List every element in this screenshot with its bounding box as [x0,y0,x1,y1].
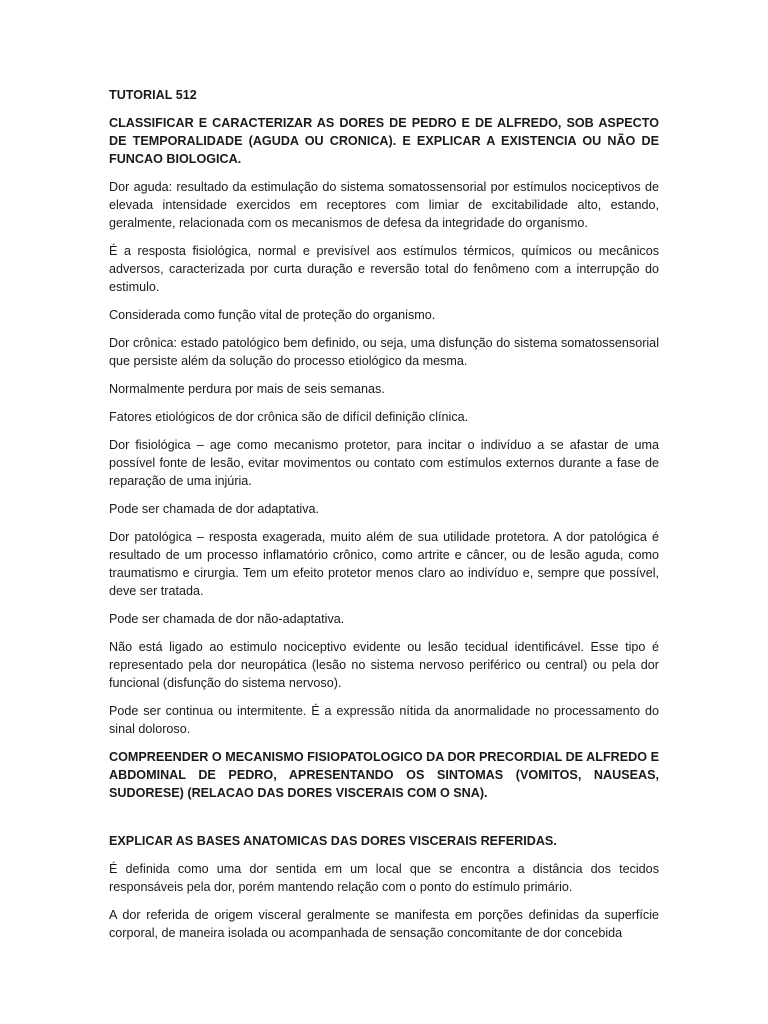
section-heading-explicar: EXPLICAR AS BASES ANATOMICAS DAS DORES VISCERAIS REFERIDAS. [109,834,557,848]
paragraph-fatores-etiologicos: Fatores etiológicos de dor crônica são de difícil definição clínica. [109,410,469,424]
section-heading-compreender: COMPREENDER O MECANISMO FISIOPATOLOGICO DA DOR PRECORDIAL DE ALFREDO E ABDOMINAL DE PEDRO, APRESENTANDO OS SINTOMAS (VOMITOS, NAUSEAS, SUDORESE) (RELACAO DAS DORES VISCERAIS COM O SNA). [109,750,659,800]
paragraph-definida: É definida como uma dor sentida em um local que se encontra a distância dos tecidos responsáveis pela dor, porém mantendo relação com o ponto do estímulo primário. [109,862,659,894]
paragraph-funcao-vital: Considerada como função vital de proteção do organismo. [109,308,436,322]
section-heading-classificar: CLASSIFICAR E CARACTERIZAR AS DORES DE PEDRO E DE ALFREDO, SOB ASPECTO DE TEMPORALIDADE (AGUDA OU CRONICA). E EXPLICAR A EXISTENCIA OU NÃO DE FUNCAO BIOLOGICA. [109,116,659,166]
paragraph-dor-patologica: Dor patológica – resposta exagerada, muito além de sua utilidade protetora. A dor patológica é resultado de um processo inflamatório crônico, como artrite e câncer, ou de lesão aguda, como traumatismo e cirurgia. Tem um efeito protetor menos claro ao indivíduo e, sempre que possível, deve ser tratada. [109,530,659,598]
paragraph-dor-aguda: Dor aguda: resultado da estimulação do sistema somatossensorial por estímulos nociceptivos de elevada intensidade exercidos em receptores com limiar de excitabilidade alto, estando, geralmente, relacionada com os mecanismos de defesa da integridade do organismo. [109,180,659,230]
paragraph-dor-adaptativa: Pode ser chamada de dor adaptativa. [109,502,320,516]
paragraph-dor-cronica: Dor crônica: estado patológico bem definido, ou seja, uma disfunção do sistema somatossensorial que persiste além da solução do processo etiológico da mesma. [109,336,659,368]
paragraph-dor-referida: A dor referida de origem visceral geralmente se manifesta em porções definidas da superfície corporal, de maneira isolada ou acompanhada de sensação concomitante de dor concebida [109,908,659,940]
document-title: TUTORIAL 512 [109,88,197,102]
paragraph-dor-fisiologica: Dor fisiológica – age como mecanismo protetor, para incitar o indivíduo a se afastar de uma possível fonte de lesão, evitar movimentos ou contato com estímulos externos durante a fase de reparação de uma injúria. [109,438,659,488]
paragraph-dor-nao-adaptativa: Pode ser chamada de dor não-adaptativa. [109,612,345,626]
paragraph-seis-semanas: Normalmente perdura por mais de seis semanas. [109,382,385,396]
paragraph-continua-intermitente: Pode ser continua ou intermitente. É a expressão nítida da anormalidade no processamento do sinal doloroso. [109,704,659,736]
paragraph-resposta-fisiologica: É a resposta fisiológica, normal e previsível aos estímulos térmicos, químicos ou mecânicos adversos, caracterizada por curta duração e reversão total do fenômeno com a interrupção do estimulo. [109,244,659,294]
paragraph-nao-ligado: Não está ligado ao estimulo nociceptivo evidente ou lesão tecidual identificável. Esse tipo é representado pela dor neuropática (lesão no sistema nervoso periférico ou central) ou pela dor funcional (disfunção do sistema nervoso). [109,640,659,690]
